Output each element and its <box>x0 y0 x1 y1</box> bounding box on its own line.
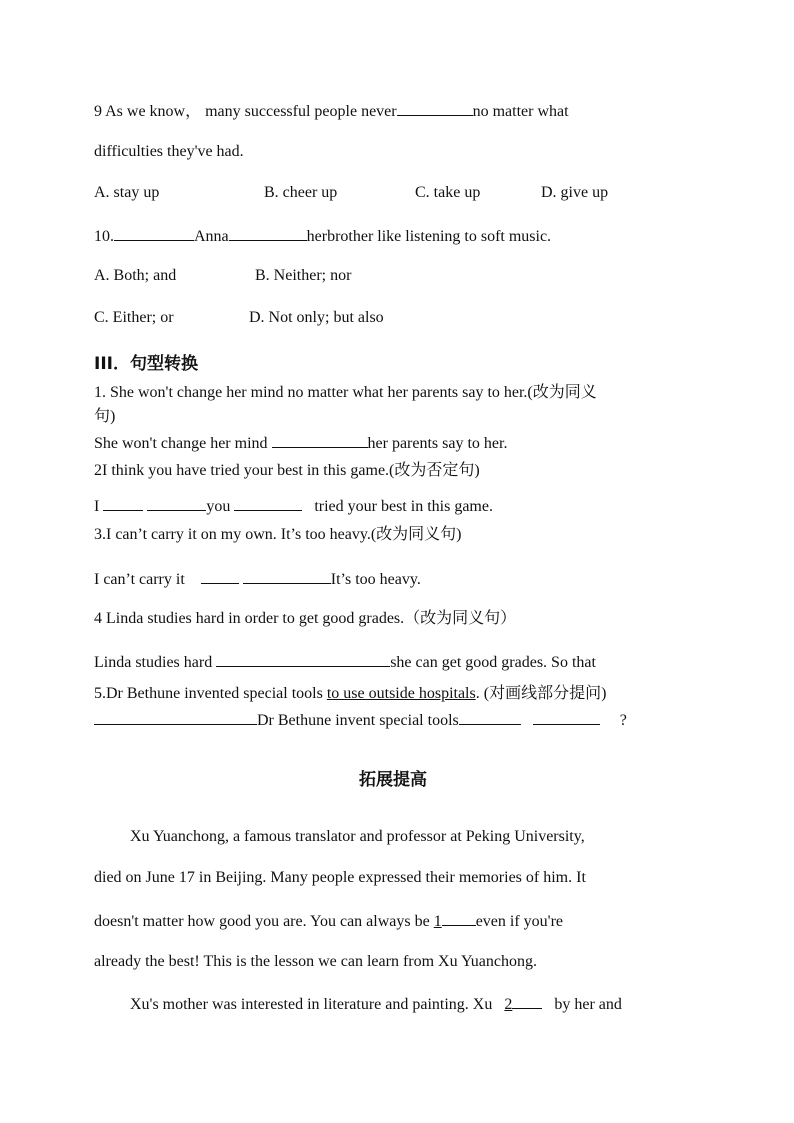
s3-q1-line1b: 句) <box>94 408 116 425</box>
ext-blank-1[interactable] <box>442 910 476 926</box>
q10-line1 <box>94 225 551 247</box>
s3-q4-blank[interactable] <box>216 651 390 667</box>
q10-text-after: herbrother like listening to soft music. <box>306 228 552 245</box>
q9-options <box>94 183 694 203</box>
ext-p1-line2: died on June 17 in Beijing. Many people expressed their memories of him. It <box>94 869 586 886</box>
s3-q5-blank-3[interactable] <box>533 709 600 725</box>
s3-q2-text-after: tried your best in this game. <box>314 498 493 515</box>
s3-q2-blank-3[interactable] <box>234 495 302 511</box>
s3-q5-line1 <box>94 684 606 704</box>
s3-q5-question-mark: ? <box>619 712 627 729</box>
s3-q3-line2 <box>94 568 421 590</box>
s3-q1-text-before: She won't change her mind <box>94 435 268 452</box>
s3-q1-blank[interactable] <box>272 432 368 448</box>
q10-blank-2[interactable] <box>229 225 307 241</box>
q10-options-row1 <box>94 266 694 286</box>
ext-blank-2-number: 2 <box>504 996 513 1013</box>
s3-q4-text-before: Linda studies hard <box>94 654 213 671</box>
s3-q5-underlined-phrase: to use outside hospitals <box>326 685 476 702</box>
s3-q2-blank-2[interactable] <box>147 495 206 511</box>
q10-text-anna: Anna <box>194 228 229 245</box>
q9-option-a: A. stay up <box>94 184 160 201</box>
q10-options-row2 <box>94 308 694 328</box>
ext-p1-text-after: even if you're <box>475 913 563 930</box>
s3-q3-text-before: I can’t carry it <box>94 571 185 588</box>
s3-q5-text-after: . (对画线部分提问) <box>475 685 607 702</box>
q10-option-c: C. Either; or <box>94 309 174 326</box>
q10-option-b: B. Neither; nor <box>255 267 352 284</box>
s3-q1-line2 <box>94 432 507 454</box>
q9-option-c: C. take up <box>415 184 481 201</box>
s3-q2-text-i: I <box>94 498 100 515</box>
section-3-heading: III．句型转换 <box>94 354 198 374</box>
s3-q2-text-you: you <box>206 498 231 515</box>
ext-p1-line4: already the best! This is the lesson we can learn from Xu Yuanchong. <box>94 953 537 970</box>
q9-text-after: no matter what <box>472 103 569 120</box>
s3-q4-text-after: she can get good grades. So that <box>390 654 596 671</box>
s3-q1-text-after: her parents say to her. <box>367 435 508 452</box>
q10-number: 10. <box>94 228 114 245</box>
ext-p1-line3 <box>94 910 563 932</box>
q10-blank-1[interactable] <box>114 225 194 241</box>
q9-text-before: 9 As we know， many successful people never <box>94 103 397 120</box>
s3-q3-line1: 3.I can’t carry it on my own. It’s too heavy.(改为同义句) <box>94 526 462 543</box>
s3-q5-blank-1[interactable] <box>94 709 257 725</box>
s3-q2-line2 <box>94 495 493 517</box>
ext-p2-text-before: Xu's mother was interested in literature and painting. Xu <box>130 996 493 1013</box>
q9-option-b: B. cheer up <box>264 184 338 201</box>
s3-q5-text-mid: Dr Bethune invent special tools <box>257 712 459 729</box>
extension-heading: 拓展提高 <box>359 770 427 790</box>
q9-line1 <box>94 100 569 122</box>
s3-q5-line2 <box>94 709 627 731</box>
s3-q1-line1: 1. She won't change her mind no matter what her parents say to her.(改为同义 <box>94 384 597 401</box>
q10-option-d: D. Not only; but also <box>249 309 384 326</box>
s3-q4-line2 <box>94 651 596 673</box>
ext-p1-line1: Xu Yuanchong, a famous translator and professor at Peking University, <box>130 828 585 845</box>
s3-q3-blank-2[interactable] <box>243 568 331 584</box>
ext-blank-1-number: 1 <box>433 913 442 930</box>
s3-q2-line1: 2I think you have tried your best in this game.(改为否定句) <box>94 462 480 479</box>
s3-q5-blank-2[interactable] <box>459 709 521 725</box>
ext-p1-text-before: doesn't matter how good you are. You can always be <box>94 913 430 930</box>
q10-option-a: A. Both; and <box>94 267 177 284</box>
s3-q4-line1: 4 Linda studies hard in order to get good grades.（改为同义句） <box>94 610 517 627</box>
ext-p2-text-after: by her and <box>554 996 622 1013</box>
q9-option-d: D. give up <box>541 184 609 201</box>
s3-q5-text-before: 5.Dr Bethune invented special tools <box>94 685 323 702</box>
q9-line2: difficulties they've had. <box>94 143 244 160</box>
s3-q3-text-after: It’s too heavy. <box>330 571 421 588</box>
s3-q2-blank-1[interactable] <box>103 495 143 511</box>
ext-p2-line1 <box>130 993 622 1015</box>
s3-q3-blank-1[interactable] <box>201 568 239 584</box>
q9-answer-blank[interactable] <box>397 100 473 116</box>
ext-blank-2[interactable] <box>512 993 542 1009</box>
